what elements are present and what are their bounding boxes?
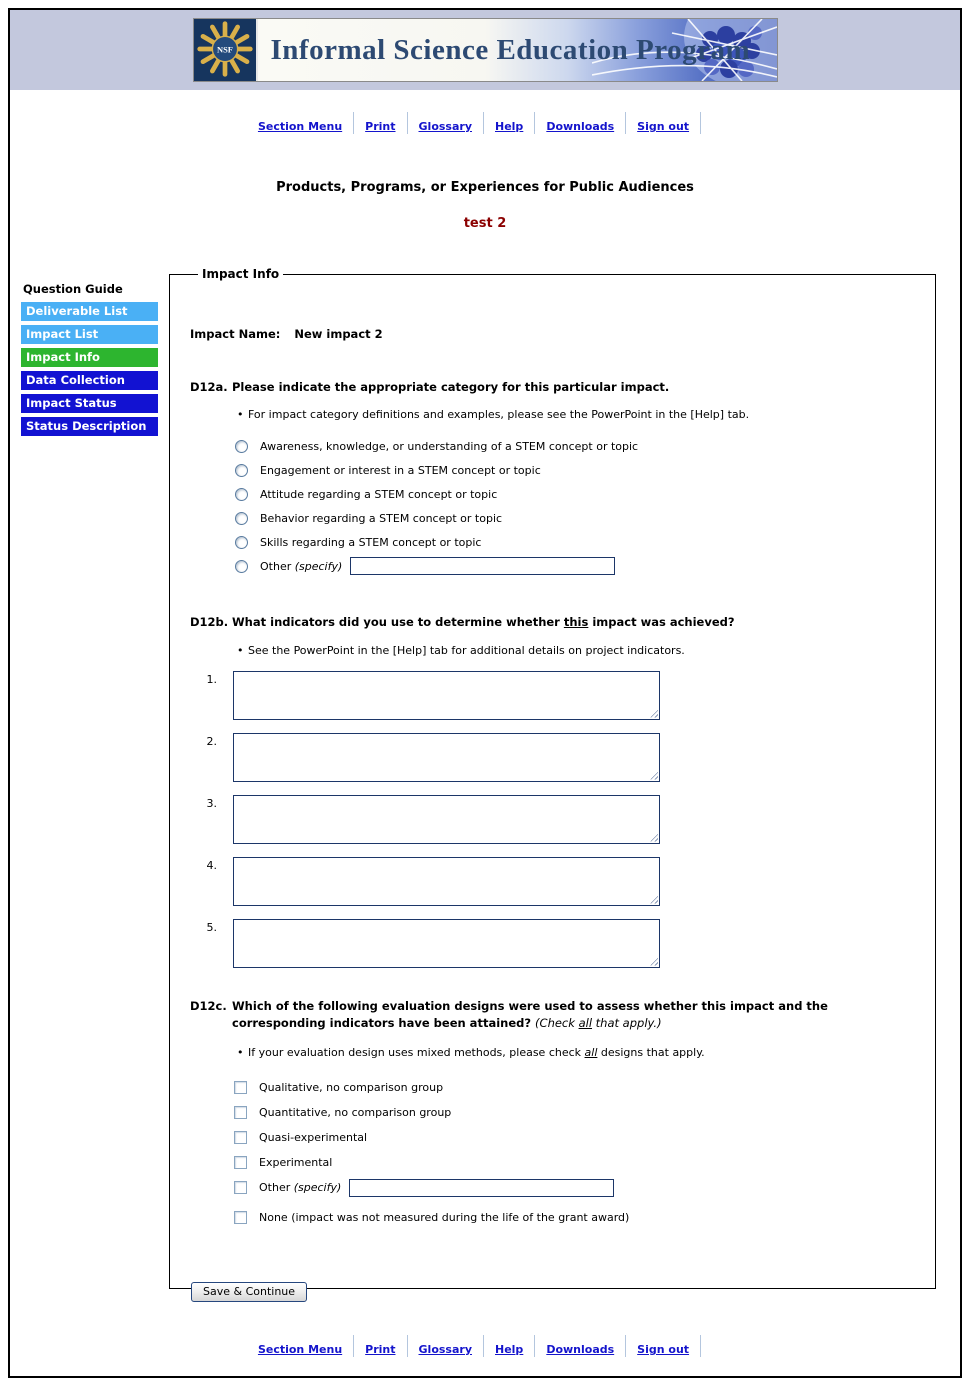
nav-separator bbox=[534, 1335, 535, 1357]
fieldset-legend: Impact Info bbox=[202, 267, 280, 281]
checkbox-qualitative[interactable] bbox=[234, 1081, 247, 1094]
note-text: For impact category definitions and examples, please see the PowerPoint in the [Help] tab. bbox=[248, 408, 750, 422]
specify-label: (specify) bbox=[294, 559, 343, 573]
option-label: Quantitative, no comparison group bbox=[259, 1106, 452, 1119]
sidebar-item-impact-info[interactable] bbox=[21, 348, 158, 367]
indicator-row bbox=[190, 857, 915, 906]
nav-separator bbox=[407, 1335, 408, 1357]
sidebar-item-deliverable-list[interactable] bbox=[21, 302, 158, 321]
impact-info-fieldset bbox=[169, 267, 936, 1298]
nav-link-downloads[interactable]: Downloads bbox=[546, 1343, 615, 1356]
nav-separator bbox=[353, 1335, 354, 1357]
option-label: Qualitative, no comparison group bbox=[259, 1081, 444, 1094]
option-row bbox=[234, 1100, 915, 1125]
option-label: Quasi-experimental bbox=[259, 1131, 368, 1144]
option-row-other bbox=[235, 554, 915, 578]
impact-name-row bbox=[190, 327, 915, 341]
option-row-other bbox=[234, 1175, 915, 1200]
indicator-number: 1. bbox=[206, 672, 217, 686]
sidebar-item-label: Impact List bbox=[26, 327, 99, 341]
nsf-logo-icon bbox=[194, 19, 258, 81]
indicator-row bbox=[190, 733, 915, 782]
question-text: What indicators did you use to determine whether this impact was achieved? bbox=[232, 615, 735, 630]
checkbox-none[interactable] bbox=[234, 1211, 247, 1224]
nav-link-help[interactable]: Help bbox=[495, 1343, 524, 1356]
radio-other[interactable] bbox=[235, 560, 248, 573]
page-title: Products, Programs, or Experiences for Public Audiences bbox=[276, 180, 694, 195]
question-number: D12b. bbox=[190, 615, 229, 630]
other-label: Other (specify) bbox=[260, 559, 343, 573]
option-label: Skills regarding a STEM concept or topic bbox=[260, 535, 482, 549]
header-band bbox=[10, 10, 960, 90]
bottom-nav bbox=[10, 1339, 960, 1361]
indicator-row bbox=[190, 795, 915, 844]
radio-skills[interactable] bbox=[235, 536, 248, 549]
option-row bbox=[234, 1125, 915, 1150]
indicator-5-textarea[interactable] bbox=[233, 919, 660, 968]
bullet-icon: • bbox=[237, 1046, 244, 1059]
option-row bbox=[235, 506, 915, 530]
note-text: See the PowerPoint in the [Help] tab for additional details on project indicators. bbox=[248, 643, 685, 657]
question-text: Which of the following evaluation designs were used to assess whether this impact and the corresponding indicators have been attained? (Check all that apply.) bbox=[232, 998, 828, 1030]
question-number: D12c. bbox=[190, 998, 227, 1013]
sidebar-item-label: Impact Status bbox=[26, 396, 117, 410]
option-row bbox=[234, 1075, 915, 1100]
indicator-number: 3. bbox=[206, 796, 217, 810]
nav-separator bbox=[625, 112, 626, 134]
question-guide-heading: Question Guide bbox=[23, 282, 123, 296]
nav-separator bbox=[700, 1335, 701, 1357]
nav-link-section-menu[interactable]: Section Menu bbox=[257, 1343, 343, 1356]
indicator-3-textarea[interactable] bbox=[233, 795, 660, 844]
nav-separator bbox=[483, 112, 484, 134]
option-label: Awareness, knowledge, or understanding of a STEM concept or topic bbox=[260, 439, 639, 453]
question-d12b-heading bbox=[190, 614, 915, 631]
question-number: D12a. bbox=[190, 380, 228, 394]
program-banner bbox=[193, 18, 778, 82]
radio-engagement[interactable] bbox=[235, 464, 248, 477]
d12a-options bbox=[190, 434, 915, 578]
top-nav bbox=[10, 116, 960, 138]
d12a-other-specify-input[interactable] bbox=[350, 557, 615, 575]
specify-label: (specify) bbox=[293, 1181, 342, 1194]
checkbox-quantitative[interactable] bbox=[234, 1106, 247, 1119]
nav-link-help[interactable]: Help bbox=[495, 120, 524, 133]
nav-separator bbox=[407, 112, 408, 134]
sidebar-item-label: Deliverable List bbox=[26, 304, 128, 318]
radio-attitude[interactable] bbox=[235, 488, 248, 501]
nav-separator bbox=[483, 1335, 484, 1357]
indicator-number: 2. bbox=[206, 734, 217, 748]
indicator-number: 4. bbox=[206, 858, 217, 872]
nav-link-glossary[interactable]: Glossary bbox=[418, 120, 472, 133]
question-d12a-heading bbox=[190, 379, 915, 396]
nav-link-sign-out[interactable]: Sign out bbox=[637, 120, 690, 133]
option-row bbox=[235, 482, 915, 506]
indicator-row bbox=[190, 919, 915, 968]
page-frame bbox=[8, 8, 962, 1378]
option-label: Behavior regarding a STEM concept or topic bbox=[260, 511, 503, 525]
nav-link-section-menu[interactable]: Section Menu bbox=[257, 120, 343, 133]
option-row bbox=[235, 458, 915, 482]
option-label: Experimental bbox=[259, 1156, 333, 1169]
radio-behavior[interactable] bbox=[235, 512, 248, 525]
option-row bbox=[235, 434, 915, 458]
nav-separator bbox=[625, 1335, 626, 1357]
indicator-row bbox=[190, 671, 915, 720]
indicator-4-textarea[interactable] bbox=[233, 857, 660, 906]
bullet-icon: • bbox=[237, 643, 244, 657]
question-d12c-heading bbox=[190, 998, 915, 1033]
option-label: Engagement or interest in a STEM concept or topic bbox=[260, 463, 541, 477]
question-guide-sidebar bbox=[21, 282, 158, 440]
option-label: None (impact was not measured during the life of the grant award) bbox=[259, 1211, 630, 1224]
checkbox-experimental[interactable] bbox=[234, 1156, 247, 1169]
checkbox-other[interactable] bbox=[234, 1181, 247, 1194]
note-text: If your evaluation design uses mixed methods, please check all designs that apply. bbox=[248, 1046, 705, 1059]
other-label: Other (specify) bbox=[259, 1181, 342, 1194]
sidebar-item-label: Impact Info bbox=[26, 350, 100, 364]
sidebar-item-status-description[interactable] bbox=[21, 417, 158, 436]
impact-name-label: Impact Name: bbox=[190, 327, 281, 341]
emphasized-word: this bbox=[563, 615, 589, 630]
d12a-note bbox=[237, 408, 915, 421]
nav-link-print[interactable]: Print bbox=[365, 1343, 396, 1356]
nav-link-print[interactable]: Print bbox=[365, 120, 396, 133]
d12c-options bbox=[190, 1075, 915, 1230]
nav-separator bbox=[534, 112, 535, 134]
d12c-other-specify-input[interactable] bbox=[349, 1179, 614, 1197]
emphasized-word: all bbox=[584, 1046, 598, 1059]
option-row bbox=[234, 1150, 915, 1175]
option-row-none bbox=[234, 1205, 915, 1230]
impact-name-value: New impact 2 bbox=[294, 327, 383, 341]
radio-awareness[interactable] bbox=[235, 440, 248, 453]
nav-link-sign-out[interactable]: Sign out bbox=[637, 1343, 690, 1356]
indicator-1-textarea[interactable] bbox=[233, 671, 660, 720]
main-area bbox=[10, 267, 960, 1298]
d12b-note bbox=[237, 644, 915, 657]
page-subtitle: test 2 bbox=[463, 216, 507, 231]
nav-link-downloads[interactable]: Downloads bbox=[546, 120, 615, 133]
indicator-number: 5. bbox=[206, 920, 217, 934]
nav-separator bbox=[700, 112, 701, 134]
banner-title: Informal Science Education Program bbox=[270, 33, 751, 66]
sidebar-item-label: Status Description bbox=[26, 419, 147, 433]
sidebar-item-impact-list[interactable] bbox=[21, 325, 158, 344]
emphasized-word: all bbox=[578, 1015, 593, 1030]
save-continue-button[interactable]: Save & Continue bbox=[191, 1282, 307, 1302]
checkbox-quasi-experimental[interactable] bbox=[234, 1131, 247, 1144]
nsf-logo-text: NSF bbox=[216, 44, 233, 55]
option-row bbox=[235, 530, 915, 554]
sidebar-item-label: Data Collection bbox=[26, 373, 125, 387]
d12c-note bbox=[237, 1046, 915, 1059]
nav-link-glossary[interactable]: Glossary bbox=[418, 1343, 472, 1356]
sidebar-item-impact-status[interactable] bbox=[21, 394, 158, 413]
sidebar-item-data-collection[interactable] bbox=[21, 371, 158, 390]
bullet-icon: • bbox=[237, 408, 244, 422]
option-label: Attitude regarding a STEM concept or topic bbox=[260, 487, 498, 501]
question-text: Please indicate the appropriate category for this particular impact. bbox=[232, 380, 670, 394]
indicator-2-textarea[interactable] bbox=[233, 733, 660, 782]
nav-separator bbox=[353, 112, 354, 134]
